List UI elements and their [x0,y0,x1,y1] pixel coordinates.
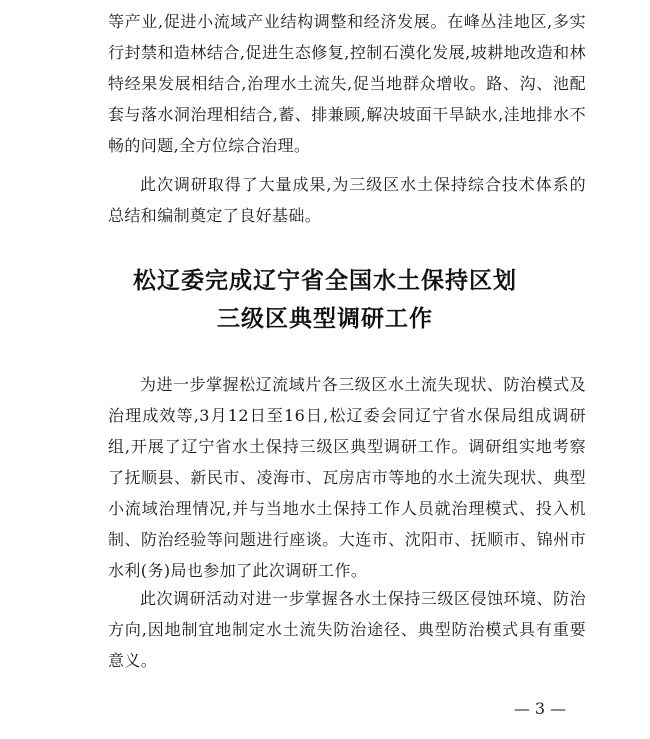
paragraph-body: 为进一步掌握松辽流域片各三级区水土流失现状、防治模式及治理成效等,3月12日至16日,松辽委会同辽宁省水保局组成调研组,开展了辽宁省水土保持三级区典型调研工作。调研组实地考察了抚顺县、新民市、凌海市、瓦房店市等地的水土流失现状、典型小流域治理情况,并与当地水土保持工作人员就治理模式、投入机制、防治经验等问题进行座谈。大连市、沈阳市、抚顺市、锦州市水利(务)局也参加了此次调研工作。 [108,375,586,580]
article-title-line1: 松辽委完成辽宁省全国水土保持区划 [133,268,517,294]
paragraph-conclusion: 此次调研活动对进一步掌握各水土保持三级区侵蚀环境、防治方向,因地制宜地制定水土流失防治途径、典型防治模式具有重要意义。 [108,589,586,670]
page-number: — 3 — [513,699,567,718]
paragraph-summary: 此次调研取得了大量成果,为三级区水土保持综合技术体系的总结和编制奠定了良好基础。 [108,175,586,225]
paragraph-continued: 等产业,促进小流域产业结构调整和经济发展。在峰丛洼地区,多实行封禁和造林结合,促进生态修复,控制石漠化发展,坡耕地改造和林特经果发展相结合,治理水土流失,促当地群众增收。路、沟、池配套与落水洞治理相结合,蓄、排兼顾,解决坡面干旱缺水,洼地排水不畅的问题,全方位综合治理。 [108,12,586,155]
article-title-line2: 三级区典型调研工作 [217,306,433,332]
